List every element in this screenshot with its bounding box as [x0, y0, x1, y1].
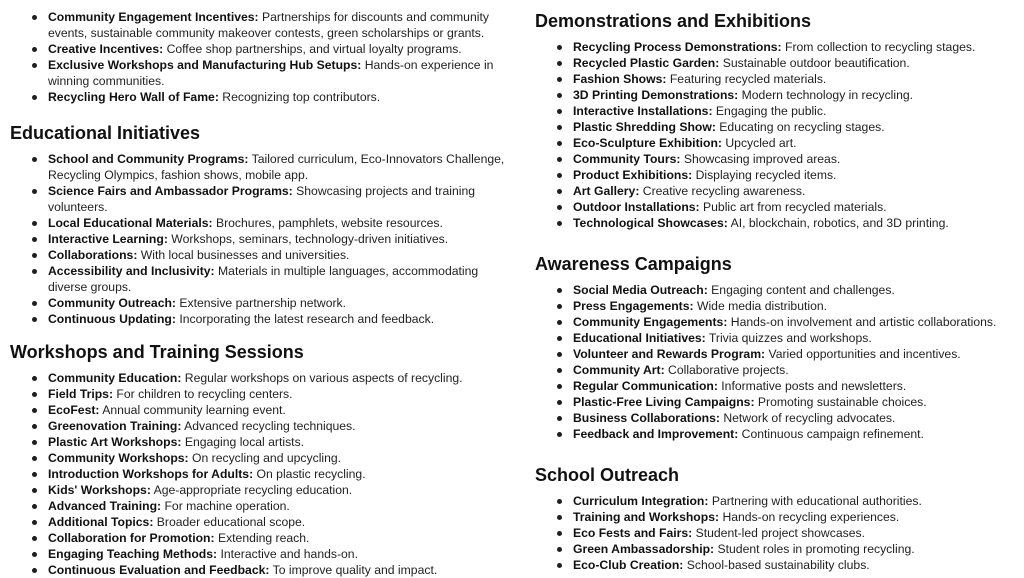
item-term: EcoFest: — [48, 403, 100, 417]
educational-initiatives-list — [10, 151, 510, 327]
item-description: Student roles in promoting recycling. — [717, 542, 915, 556]
item-description: On plastic recycling. — [256, 467, 366, 481]
item-term: Community Tours: — [573, 152, 681, 166]
item-term: Advanced Training: — [48, 499, 162, 513]
list-item — [535, 135, 1015, 151]
list-item — [10, 418, 510, 434]
list-item — [10, 498, 510, 514]
item-description: Broader educational scope. — [156, 515, 306, 529]
item-description: Network of recycling advocates. — [723, 411, 896, 425]
item-term: Recycling Process Demonstrations: — [573, 40, 782, 54]
item-term: Kids' Workshops: — [48, 483, 151, 497]
item-term: Fashion Shows: — [573, 72, 667, 86]
workshops-list — [10, 370, 510, 578]
demonstrations-list — [535, 39, 1015, 231]
item-description: Trivia quizzes and workshops. — [708, 331, 872, 345]
section-heading: Awareness Campaigns — [535, 254, 732, 274]
list-item — [535, 103, 1015, 119]
list-item — [535, 71, 1015, 87]
list-item — [10, 295, 510, 311]
item-term: Plastic Art Workshops: — [48, 435, 182, 449]
item-description: Partnering with educational authorities. — [711, 494, 922, 508]
item-description: Recognizing top contributors. — [222, 90, 381, 104]
item-description: Public art from recycled materials. — [703, 200, 887, 214]
item-term: Press Engagements: — [573, 299, 694, 313]
item-description: Annual community learning event. — [102, 403, 286, 417]
item-term: Continuous Evaluation and Feedback: — [48, 563, 270, 577]
list-item — [535, 298, 1015, 314]
list-item — [10, 9, 510, 41]
item-description: Workshops, seminars, technology-driven initiatives. — [171, 232, 449, 246]
item-term: Educational Initiatives: — [573, 331, 706, 345]
item-term: Product Exhibitions: — [573, 168, 693, 182]
item-description: Brochures, pamphlets, website resources. — [215, 216, 443, 230]
item-description: School-based sustainability clubs. — [686, 558, 870, 572]
item-description: Tailored curriculum, Eco-Innovators Challenge, Recycling Olympics, fashion shows, mobile app. — [48, 152, 505, 182]
item-term: Community Workshops: — [48, 451, 189, 465]
list-item — [535, 541, 1015, 557]
item-description: Extensive partnership network. — [179, 296, 347, 310]
list-item — [535, 119, 1015, 135]
item-description: Incorporating the latest research and feedback. — [179, 312, 435, 326]
item-description: Modern technology in recycling. — [741, 88, 914, 102]
incentives-list — [10, 9, 510, 105]
item-description: Advanced recycling techniques. — [184, 419, 356, 433]
list-item — [535, 493, 1015, 509]
item-description: Hands-on involvement and artistic collaborations. — [730, 315, 997, 329]
item-term: Continuous Updating: — [48, 312, 176, 326]
item-term: Curriculum Integration: — [573, 494, 709, 508]
item-description: Wide media distribution. — [696, 299, 828, 313]
list-item — [10, 466, 510, 482]
item-description: Collaborative projects. — [668, 363, 789, 377]
list-item — [10, 434, 510, 450]
item-description: Upcycled art. — [725, 136, 797, 150]
item-description: For children to recycling centers. — [116, 387, 293, 401]
list-item — [10, 263, 510, 295]
item-term: Feedback and Improvement: — [573, 427, 739, 441]
list-item — [535, 151, 1015, 167]
list-item — [10, 41, 510, 57]
list-item — [535, 314, 1015, 330]
item-term: Art Gallery: — [573, 184, 640, 198]
list-item — [10, 386, 510, 402]
item-term: Interactive Installations: — [573, 104, 713, 118]
item-description: AI, blockchain, robotics, and 3D printing. — [730, 216, 949, 230]
item-description: For machine operation. — [164, 499, 290, 513]
list-item — [535, 525, 1015, 541]
item-description: From collection to recycling stages. — [785, 40, 976, 54]
list-item — [535, 167, 1015, 183]
list-item — [535, 87, 1015, 103]
list-item — [10, 311, 510, 327]
item-description: Displaying recycled items. — [695, 168, 837, 182]
item-term: Interactive Learning: — [48, 232, 168, 246]
item-description: Featuring recycled materials. — [669, 72, 827, 86]
list-item — [10, 370, 510, 386]
school-outreach-list — [535, 493, 1015, 573]
list-item — [535, 362, 1015, 378]
item-description: On recycling and upcycling. — [192, 451, 342, 465]
list-item — [535, 55, 1015, 71]
list-item — [535, 378, 1015, 394]
item-term: Introduction Workshops for Adults: — [48, 467, 254, 481]
item-description: Coffee shop partnerships, and virtual loyalty programs. — [166, 42, 462, 56]
demonstrations-section — [535, 10, 1015, 231]
item-term: Community Art: — [573, 363, 665, 377]
list-item — [10, 402, 510, 418]
item-description: Showcasing improved areas. — [683, 152, 841, 166]
item-term: Accessibility and Inclusivity: — [48, 264, 215, 278]
item-description: Age-appropriate recycling education. — [153, 483, 353, 497]
item-term: Training and Workshops: — [573, 510, 720, 524]
list-item — [535, 394, 1015, 410]
list-item — [535, 282, 1015, 298]
incentives-section — [10, 9, 510, 105]
section-heading: Demonstrations and Exhibitions — [535, 11, 812, 31]
list-item — [535, 330, 1015, 346]
school-outreach-section — [535, 464, 1015, 573]
list-item — [10, 514, 510, 530]
item-term: Science Fairs and Ambassador Programs: — [48, 184, 293, 198]
list-item — [10, 546, 510, 562]
item-term: Plastic Shredding Show: — [573, 120, 716, 134]
item-term: Outdoor Installations: — [573, 200, 700, 214]
section-heading: School Outreach — [535, 465, 680, 485]
list-item — [10, 215, 510, 231]
item-term: Eco Fests and Fairs: — [573, 526, 693, 540]
item-description: Continuous campaign refinement. — [741, 427, 924, 441]
item-description: Informative posts and newsletters. — [721, 379, 907, 393]
item-term: Recycled Plastic Garden: — [573, 56, 720, 70]
list-item — [535, 410, 1015, 426]
item-description: With local businesses and universities. — [140, 248, 350, 262]
section-heading: Workshops and Training Sessions — [10, 342, 304, 362]
item-term: Engaging Teaching Methods: — [48, 547, 218, 561]
item-term: Plastic-Free Living Campaigns: — [573, 395, 755, 409]
list-item — [10, 247, 510, 263]
item-term: Community Outreach: — [48, 296, 176, 310]
item-term: Regular Communication: — [573, 379, 718, 393]
item-description: Materials in multiple languages, accommodating diverse groups. — [48, 264, 479, 294]
list-item — [535, 426, 1015, 442]
item-description: Regular workshops on various aspects of recycling. — [184, 371, 463, 385]
item-description: Interactive and hands-on. — [220, 547, 358, 561]
list-item — [535, 183, 1015, 199]
item-description: Creative recycling awareness. — [642, 184, 806, 198]
item-description: Sustainable outdoor beautification. — [722, 56, 910, 70]
list-item — [535, 215, 1015, 231]
item-term: Eco-Sculpture Exhibition: — [573, 136, 722, 150]
item-term: Eco-Club Creation: — [573, 558, 684, 572]
list-item — [10, 530, 510, 546]
item-term: Greenovation Training: — [48, 419, 182, 433]
awareness-section — [535, 253, 1015, 442]
section-heading: Educational Initiatives — [10, 123, 201, 143]
item-description: Varied opportunities and incentives. — [768, 347, 961, 361]
item-term: Collaboration for Promotion: — [48, 531, 215, 545]
list-item — [10, 450, 510, 466]
item-term: Collaborations: — [48, 248, 138, 262]
item-description: Engaging content and challenges. — [711, 283, 895, 297]
item-description: Hands-on experience in winning communities. — [48, 58, 494, 88]
item-term: Community Engagement Incentives: — [48, 10, 259, 24]
item-description: Partnerships for discounts and community events, sustainable community makeover contests, green scholarships or grants. — [48, 10, 489, 40]
list-item — [10, 89, 510, 105]
item-description: Educating on recycling stages. — [719, 120, 885, 134]
list-item — [10, 482, 510, 498]
item-description: Student-led project showcases. — [695, 526, 865, 540]
item-term: School and Community Programs: — [48, 152, 249, 166]
item-term: Social Media Outreach: — [573, 283, 708, 297]
list-item — [535, 199, 1015, 215]
item-term: Volunteer and Rewards Program: — [573, 347, 766, 361]
item-term: Community Education: — [48, 371, 182, 385]
item-description: Promoting sustainable choices. — [757, 395, 927, 409]
educational-initiatives-section — [10, 122, 510, 327]
list-item — [535, 509, 1015, 525]
item-description: Engaging local artists. — [184, 435, 305, 449]
item-description: To improve quality and impact. — [272, 563, 438, 577]
awareness-list — [535, 282, 1015, 442]
item-term: 3D Printing Demonstrations: — [573, 88, 739, 102]
list-item — [10, 183, 510, 215]
item-term: Creative Incentives: — [48, 42, 164, 56]
list-item — [10, 151, 510, 183]
item-term: Field Trips: — [48, 387, 114, 401]
item-term: Recycling Hero Wall of Fame: — [48, 90, 219, 104]
list-item — [535, 39, 1015, 55]
item-term: Green Ambassadorship: — [573, 542, 715, 556]
list-item — [535, 346, 1015, 362]
item-description: Showcasing projects and training volunteers. — [48, 184, 475, 214]
list-item — [10, 231, 510, 247]
item-description: Extending reach. — [217, 531, 310, 545]
item-term: Exclusive Workshops and Manufacturing Hub Setups: — [48, 58, 362, 72]
list-item — [10, 57, 510, 89]
workshops-section — [10, 341, 510, 578]
item-term: Local Educational Materials: — [48, 216, 213, 230]
item-description: Hands-on recycling experiences. — [722, 510, 900, 524]
item-term: Community Engagements: — [573, 315, 728, 329]
item-term: Business Collaborations: — [573, 411, 720, 425]
list-item — [535, 557, 1015, 573]
item-term: Technological Showcases: — [573, 216, 728, 230]
item-description: Engaging the public. — [715, 104, 827, 118]
item-term: Additional Topics: — [48, 515, 154, 529]
